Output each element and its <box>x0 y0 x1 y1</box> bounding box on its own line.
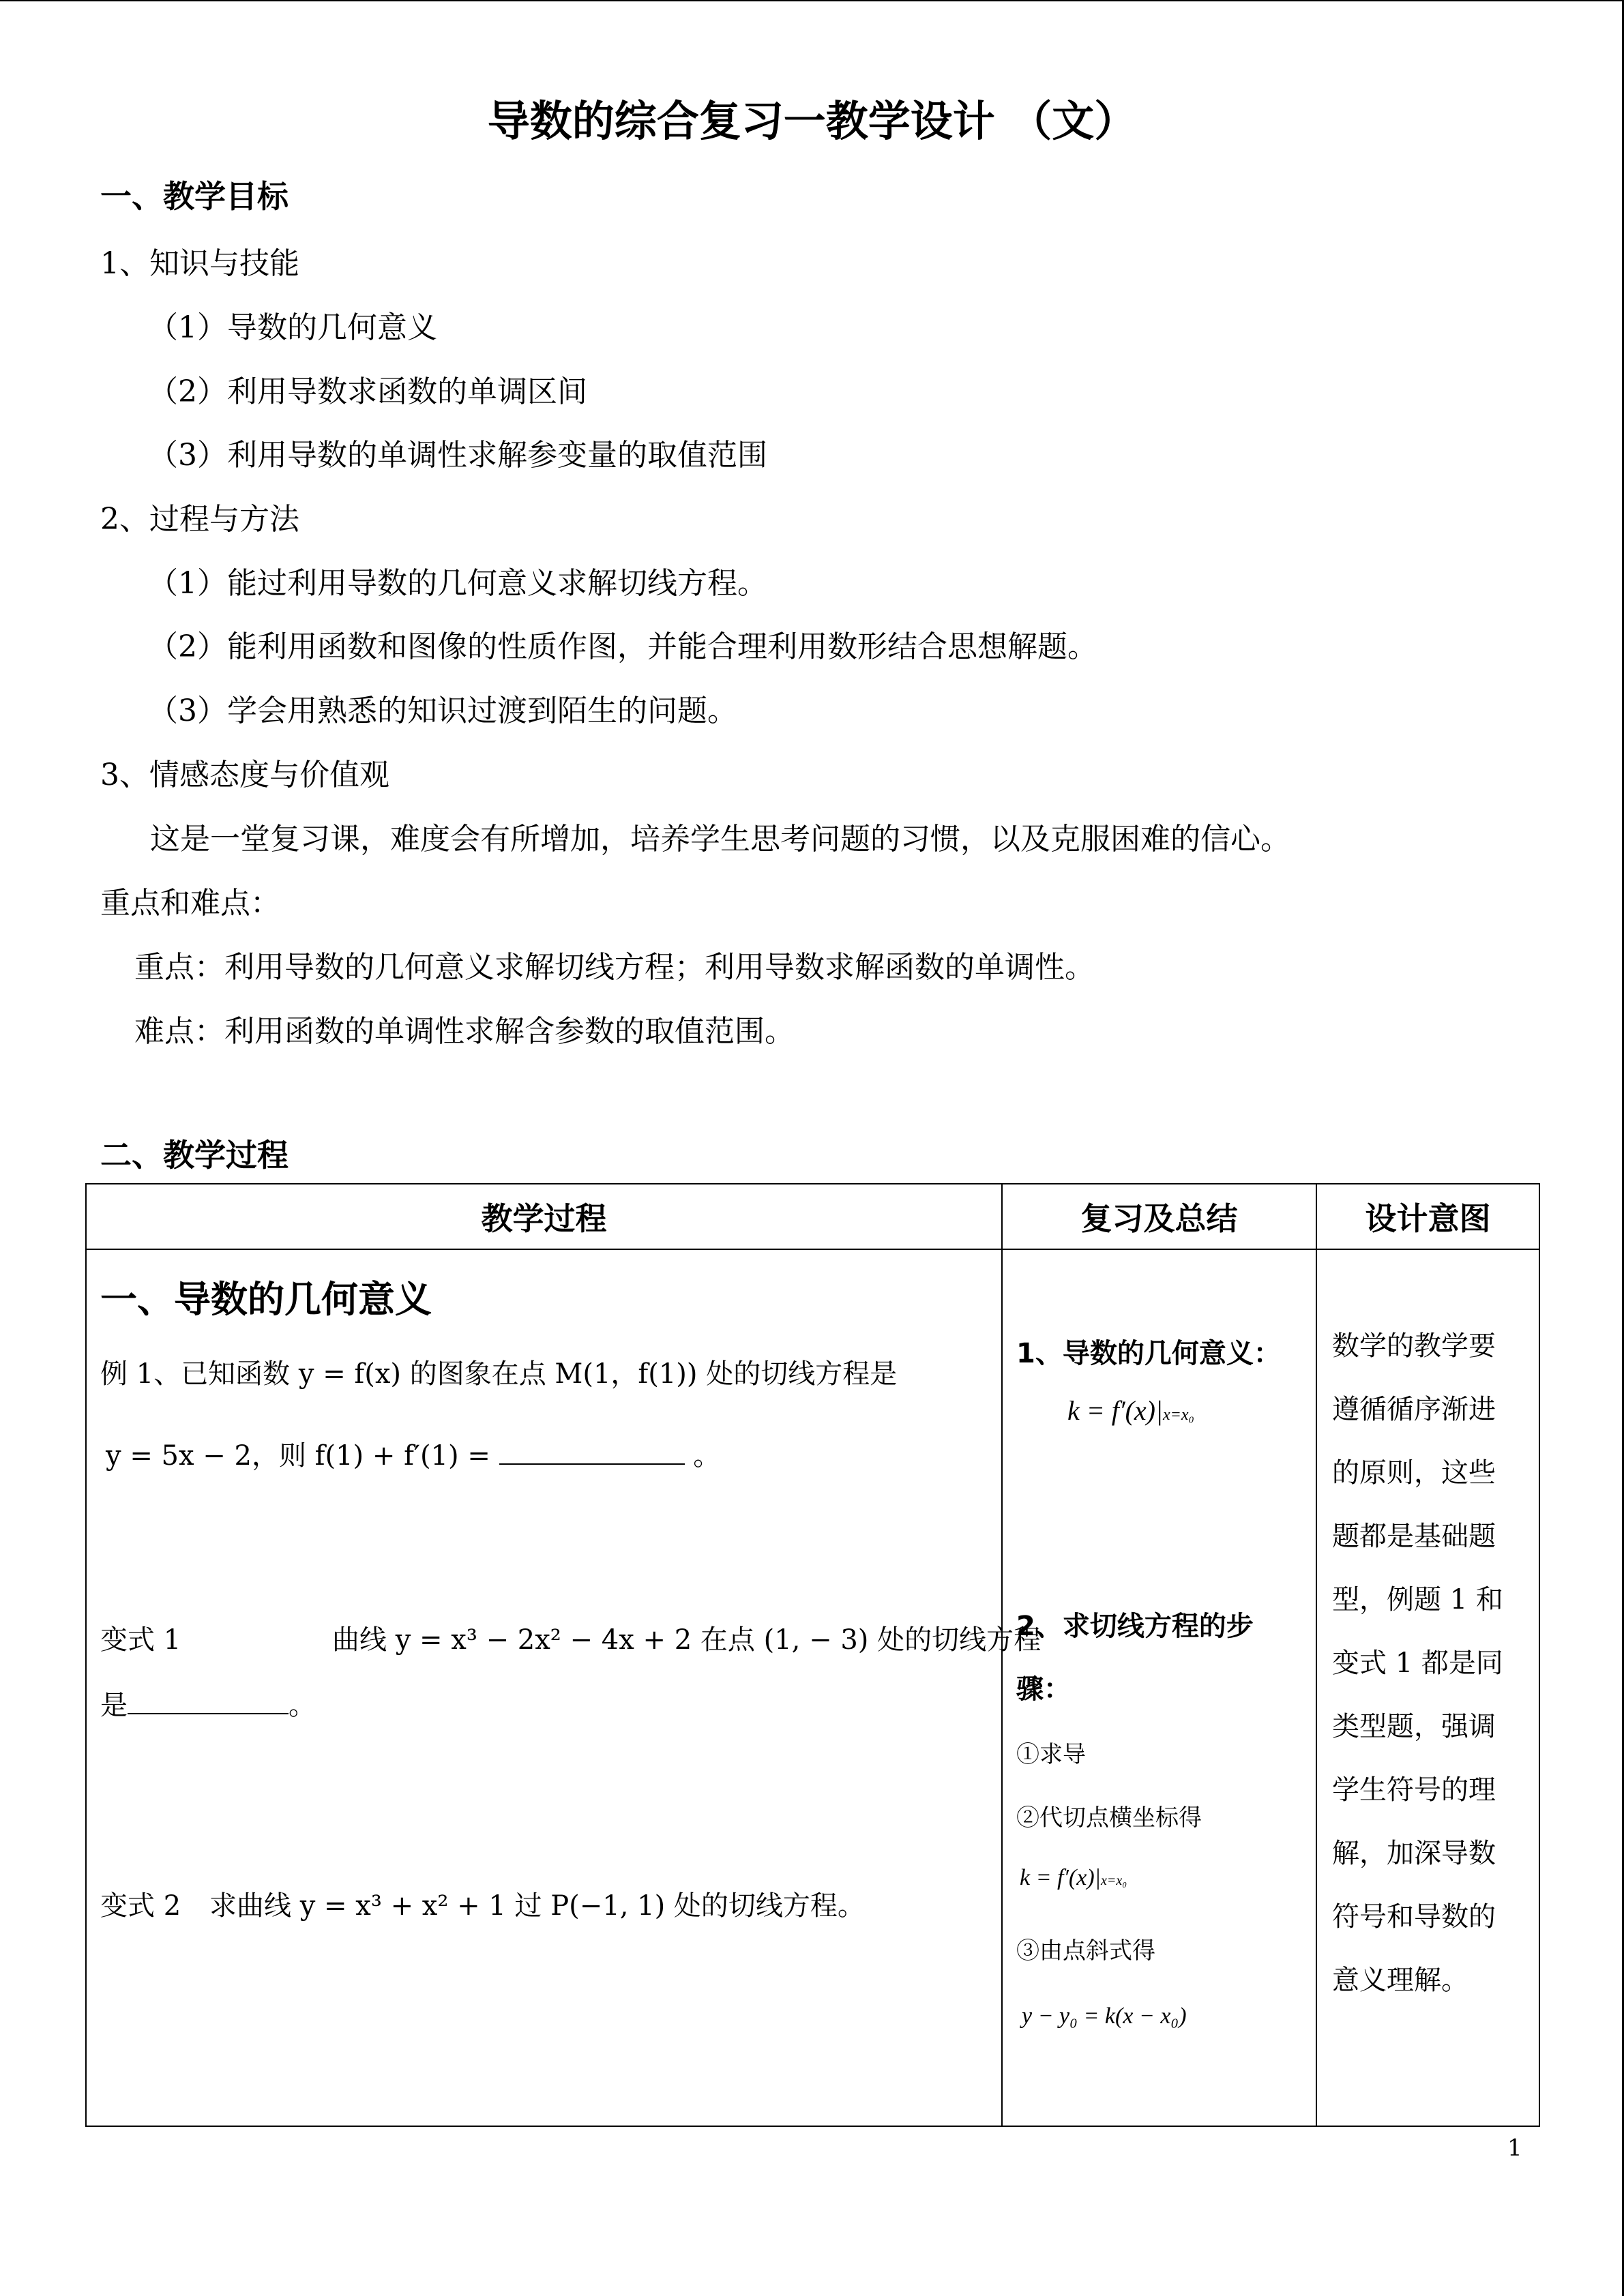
variant-1-label: 变式 1 <box>100 1624 181 1656</box>
goal-process-item-1: （1）能过利用导数的几何意义求解切线方程。 <box>148 566 767 601</box>
summary-step-2-formula <box>1020 1865 1127 1891</box>
summary-step-1: ①求导 <box>1016 1741 1086 1768</box>
goal-process-item-2: （2）能利用函数和图像的性质作图，并能合理利用数形结合思想解题。 <box>148 629 1097 664</box>
summary-item-2-title-b: 骤： <box>1016 1673 1071 1705</box>
variant-1-answer-blank[interactable] <box>128 1686 289 1714</box>
header-summary: 复习及总结 <box>1002 1184 1316 1249</box>
goal-knowledge-item-1: （1）导数的几何意义 <box>148 310 437 345</box>
goal-knowledge-label: 1、知识与技能 <box>100 246 299 281</box>
variant-1-line-2 <box>100 1684 316 1723</box>
summary-step-3: ③由点斜式得 <box>1016 1937 1155 1965</box>
goal-attitude-label: 3、情感态度与价值观 <box>100 758 389 792</box>
document-title: 导数的综合复习一教学设计 （文） <box>487 96 1137 146</box>
variant-2-text: 求曲线 y = x³ + x² + 1 过 P(−1, 1) 处的切线方程。 <box>209 1890 865 1922</box>
example-1-expression: y = 5x − 2，则 f(1) + f′(1) = <box>106 1440 490 1472</box>
summary-cell <box>1003 1250 1316 2126</box>
derivative-subscript: x=x₀ <box>1163 1406 1194 1424</box>
teaching-process-table <box>85 1183 1540 2127</box>
goal-attitude-text: 这是一堂复习课，难度会有所增加，培养学生思考问题的习惯，以及克服困难的信心。 <box>150 822 1290 856</box>
variant-1-is: 是 <box>100 1690 128 1721</box>
header-process: 教学过程 <box>86 1184 1002 1249</box>
derivative-formula: k = f′(x)| <box>1067 1395 1163 1426</box>
step-2-derivative: k = f′(x)| <box>1020 1865 1101 1890</box>
goal-process-item-3: （3）学会用熟悉的知识过渡到陌生的问题。 <box>148 694 737 728</box>
example-1-answer-blank[interactable] <box>499 1436 685 1465</box>
difficult-point-text: 难点：利用函数的单调性求解含参数的取值范围。 <box>134 1014 795 1049</box>
step-2-subscript: x=x₀ <box>1101 1873 1127 1888</box>
summary-item-2-title-a: 2、求切线方程的步 <box>1016 1611 1254 1642</box>
goal-knowledge-item-3: （3）利用导数的单调性求解参变量的取值范围 <box>148 438 767 473</box>
section-heading-process: 二、教学过程 <box>100 1137 289 1174</box>
goal-knowledge-item-2: （2）利用导数求函数的单调区间 <box>148 374 587 409</box>
summary-step-3-formula: y − y₀ = k(x − x₀) <box>1022 2003 1187 2029</box>
design-intent-text: 数学的教学要遵循循序渐进的原则，这些题都是基础题型，例题 1 和变式 1 都是同类型题，强调学生符号的理解，加深导数符号和导数的意义理解。 <box>1332 1330 1503 1996</box>
variant-2-label: 变式 2 <box>100 1890 181 1922</box>
goal-process-label: 2、过程与方法 <box>100 502 299 537</box>
intent-cell <box>1317 1250 1539 2126</box>
summary-step-2: ②代切点横坐标得 <box>1016 1804 1202 1832</box>
process-section-title: 一、导数的几何意义 <box>100 1278 432 1321</box>
page-border-top <box>0 0 1624 1</box>
summary-item-1-title: 1、导数的几何意义： <box>1016 1338 1281 1369</box>
example-1-line-2 <box>106 1434 720 1473</box>
variant-1-text: 曲线 y = x³ − 2x² − 4x + 2 在点 (1, − 3) 处的切线方程 <box>332 1624 1042 1656</box>
variant-1-period: 。 <box>289 1690 316 1721</box>
example-1-period: 。 <box>693 1440 721 1472</box>
example-1-line-1: 例 1、已知函数 y = f(x) 的图象在点 M(1，f(1)) 处的切线方程是 <box>100 1358 898 1390</box>
process-cell <box>87 1250 1042 2126</box>
section-heading-goals: 一、教学目标 <box>100 178 289 215</box>
key-points-label: 重点和难点： <box>100 886 280 921</box>
key-point-text: 重点：利用导数的几何意义求解切线方程；利用导数求解函数的单调性。 <box>134 950 1095 985</box>
page-number: 1 <box>1507 2134 1522 2162</box>
header-intent: 设计意图 <box>1316 1184 1539 1249</box>
summary-item-1-formula <box>1067 1395 1194 1427</box>
